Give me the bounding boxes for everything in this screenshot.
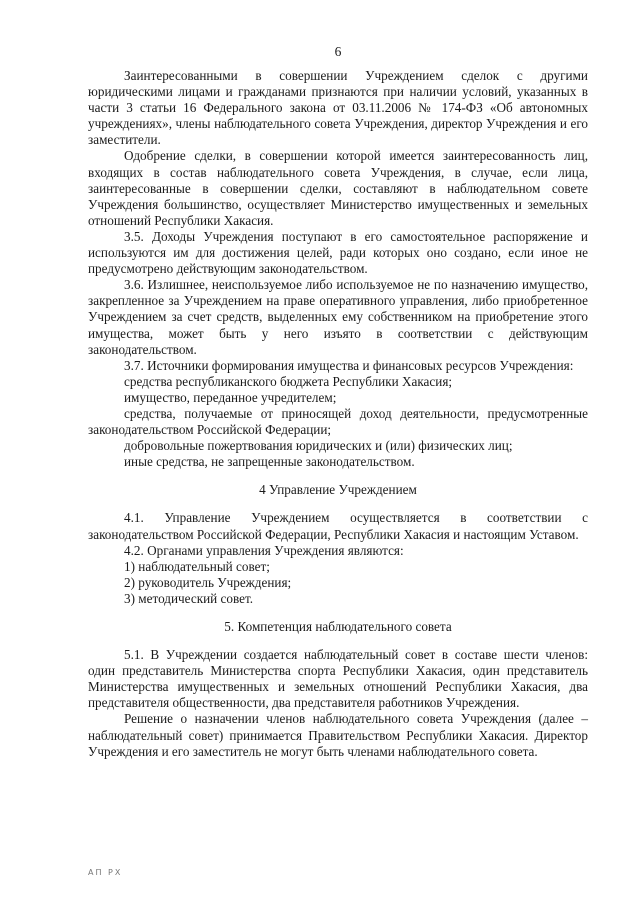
paragraph-4-2: 4.2. Органами управления Учреждения являются: bbox=[124, 542, 404, 558]
governance-item: 1) наблюдательный совет; bbox=[124, 558, 270, 574]
section-4-heading: 4 Управление Учреждением bbox=[259, 482, 417, 498]
source-item: средства, получаемые от приносящей доход деятельности, предусмотренные законодательством Российской Федерации; bbox=[88, 405, 588, 438]
paragraph-deal-approval: Одобрение сделки, в совершении которой имеется заинтересованность лиц, входящих в состав наблюдательного совета Учреждения, в случае, если лица, заинтересованные в совершении сделки, составляют в наблюдательном совете Учреждения большинство, осуществляет Министерство имущественных и земельных отношений Республики Хакасия. bbox=[88, 148, 588, 228]
source-item: средства республиканского бюджета Республики Хакасия; bbox=[124, 373, 453, 389]
source-item: добровольные пожертвования юридических и (или) физических лиц; bbox=[124, 438, 513, 454]
document-body bbox=[88, 68, 588, 760]
paragraph-3-5: 3.5. Доходы Учреждения поступают в его самостоятельное распоряжение и используются им для достижения целей, ради которых оно создано, если иное не предусмотрено действующим законодательством. bbox=[88, 228, 588, 277]
source-item: иные средства, не запрещенные законодательством. bbox=[124, 454, 415, 470]
paragraph-3-6: 3.6. Излишнее, неиспользуемое либо используемое не по назначению имущество, закрепленное за Учреждением на праве оперативного управления, либо приобретенное Учреждением за счет средств, выделенных ему собственником на приобретение этого имущества, может быть у него изъято в соответствии с действующим законодательством. bbox=[88, 277, 588, 357]
paragraph-interested-parties: Заинтересованными в совершении Учреждением сделок с другими юридическими лицами и гражданами признаются при наличии условий, указанных в части 3 статьи 16 Федерального закона от 03.11.2006 № 174-ФЗ «Об автономных учреждениях», члены наблюдательного совета Учреждения, директор Учреждения и его заместители. bbox=[88, 68, 588, 148]
source-item: имущество, переданное учредителем; bbox=[124, 389, 337, 405]
governance-item: 3) методический совет. bbox=[124, 590, 254, 606]
paragraph-5-decision: Решение о назначении членов наблюдательного совета Учреждения (далее – наблюдательный совет) принимается Правительством Республики Хакасия. Директор Учреждения и его заместитель не могут быть членами наблюдательного совета. bbox=[88, 711, 588, 759]
paragraph-5-1: 5.1. В Учреждении создается наблюдательный совет в составе шести членов: один представитель Министерства спорта Республики Хакасия, один представитель Министерства имущественных и земельных отношений Республики Хакасия, два представителя общественности, два представителя работников Учреждения. bbox=[88, 647, 588, 711]
governance-item: 2) руководитель Учреждения; bbox=[124, 574, 292, 590]
footer-mark: АП РХ bbox=[88, 868, 123, 877]
paragraph-4-1: 4.1. Управление Учреждением осуществляется в соответствии с законодательством Российской Федерации, Республики Хакасия и настоящим Уставом. bbox=[88, 510, 588, 542]
section-5-heading: 5. Компетенция наблюдательного совета bbox=[224, 619, 452, 634]
paragraph-3-7: 3.7. Источники формирования имущества и финансовых ресурсов Учреждения: bbox=[124, 357, 574, 373]
page-number: 6 bbox=[334, 44, 342, 59]
